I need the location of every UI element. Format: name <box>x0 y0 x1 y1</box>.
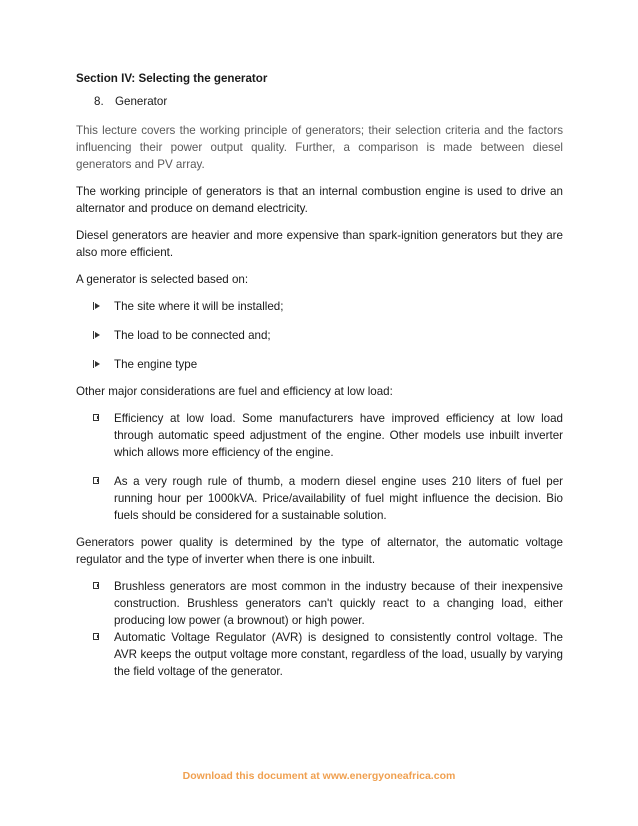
arrow-bullet-icon <box>93 360 101 368</box>
list-item: The load to be connected and; <box>76 327 563 344</box>
list-item: Brushless generators are most common in the industry because of their inexpensive construction. Brushless generators can't quickly react to a changing load, either producing low power (a brownout) or high power. <box>76 578 563 629</box>
section-heading: Section IV: Selecting the generator <box>76 72 268 85</box>
box-bullet-icon <box>93 477 99 484</box>
power-quality-paragraph: Generators power quality is determined by the type of alternator, the automatic voltage regulator and the type of inverter when there is one inbuilt. <box>76 536 563 566</box>
diesel-paragraph: Diesel generators are heavier and more expensive than spark-ignition generators but they are also more efficient. <box>76 229 563 259</box>
list-item: Automatic Voltage Regulator (AVR) is designed to consistently control voltage. The AVR keeps the output voltage more constant, regardless of the load, usually by varying the field voltage of the generator. <box>76 629 563 680</box>
list-item: The site where it will be installed; <box>76 298 563 315</box>
considerations-intro: Other major considerations are fuel and efficiency at low load: <box>76 385 393 398</box>
selection-intro: A generator is selected based on: <box>76 273 249 286</box>
numbered-item <box>76 93 563 110</box>
document-body <box>76 70 563 690</box>
item-number: 8. <box>94 95 104 108</box>
box-bullet-icon <box>93 582 99 589</box>
item-label: Generator <box>115 95 168 108</box>
box-bullet-icon <box>93 633 99 640</box>
list-item: As a very rough rule of thumb, a modern diesel engine uses 210 liters of fuel per running hour per 1000kVA. Price/availability of fuel might influence the decision. Bio fuels should be considered for a sustainable solution. <box>76 473 563 524</box>
intro-paragraph: This lecture covers the working principle of generators; their selection criteria and the factors influencing their power output quality. Further, a comparison is made between diesel generators and PV array. <box>76 124 563 171</box>
selection-list <box>76 298 563 373</box>
working-principle-paragraph: The working principle of generators is that an internal combustion engine is used to drive an alternator and produce on demand electricity. <box>76 185 563 215</box>
arrow-bullet-icon <box>93 331 101 339</box>
footer-download-link[interactable]: Download this document at www.energyoneafrica.com <box>182 770 456 782</box>
considerations-list <box>76 410 563 524</box>
box-bullet-icon <box>93 414 99 421</box>
list-item: The engine type <box>76 356 563 373</box>
list-item: Efficiency at low load. Some manufacturers have improved efficiency at low load through automatic speed adjustment of the engine. Other models use inbuilt inverter which allows more efficiency of the engine. <box>76 410 563 461</box>
arrow-bullet-icon <box>93 302 101 310</box>
quality-list <box>76 578 563 680</box>
